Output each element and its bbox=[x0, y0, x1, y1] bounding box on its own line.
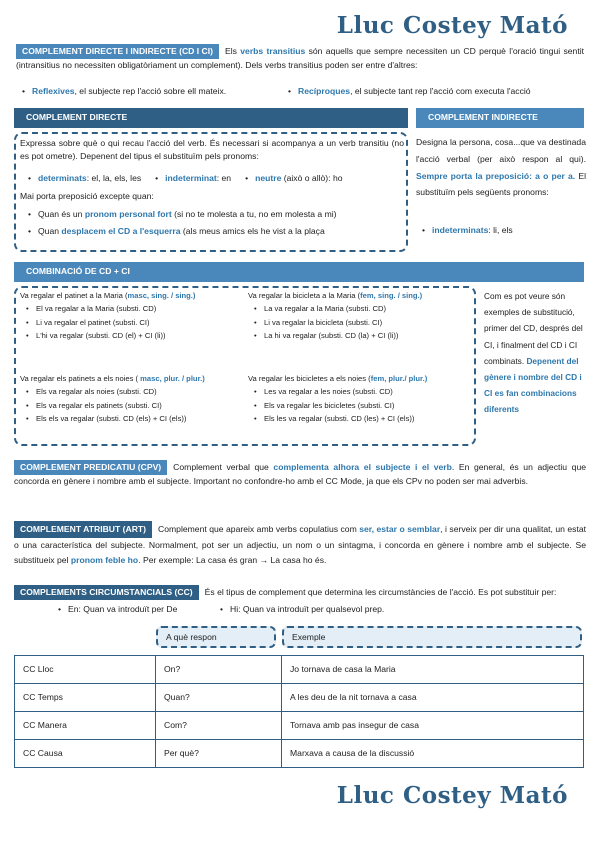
cc-table bbox=[14, 655, 584, 768]
art-tag: COMPLEMENT ATRIBUT (ART) bbox=[14, 521, 152, 538]
col-header-example: Exemple bbox=[282, 626, 582, 648]
cd-ci-intro bbox=[16, 44, 584, 73]
intro-highlight: verbs transitius bbox=[240, 46, 306, 56]
comb-group-1-title: Va regalar el patinet a la Maria (masc, sing. / sing.) bbox=[20, 291, 196, 300]
comb-item: • Li va regalar la bicicleta (substi. CI) bbox=[254, 316, 476, 329]
cc-section: COMPLEMENTS CIRCUMSTANCIALS (CC) És el tipus de complement que determina les circumstàncies de l'acció. Es pot substituir per: bbox=[14, 585, 586, 600]
cd-p1: Expressa sobre què o qui recau l'acció del verb. És necessari si acompanya a un verb transitiu (no es pot ometre). Depenent del tipus el substituïm pels pronoms: bbox=[20, 138, 404, 162]
cd-indeterminat: • indeterminat: en bbox=[155, 172, 231, 185]
table-row bbox=[15, 712, 584, 740]
cc-example-cell: Jo tornava de casa la Maria bbox=[282, 656, 584, 684]
comb-group-2-title: Va regalar la bicicleta a la Maria (fem, sing. / sing.) bbox=[248, 291, 423, 300]
cpv-section: COMPLEMENT PREDICATIU (CPV) Complement verbal que complementa alhora el subjecte i el verb. En general, és un adjectiu que concorda en gènere i nombre amb el subjecte. Important no confondre-ho amb el CC Mode, ja que els CPv no poden ser mai adverbis. bbox=[14, 462, 587, 487]
cc-tag: COMPLEMENTS CIRCUMSTANCIALS (CC) bbox=[14, 585, 199, 600]
ci-text: Designa la persona, cosa...que va destinada l'acció verbal (per això respon al qui). Sempre porta la preposició: a o per a. El substituïm pels següents pronoms: bbox=[416, 137, 587, 198]
cc-bullet-en: • En: Quan va introduït per De bbox=[58, 603, 228, 616]
comb-item: • Les va regalar a les noies (substi. CD) bbox=[254, 385, 476, 398]
table-row bbox=[15, 684, 584, 712]
comb-item: • Els els va regalar (substi. CD (els) + CI (els)) bbox=[26, 412, 250, 425]
cd-exceptions bbox=[28, 208, 406, 239]
intro-text-rest: són aquells que sempre necessiten un CD perquè l'oració tingui sentit (intransitius no necessiten obligatòriament un complement). Dels verbs transitius poden ser entre d'altres: bbox=[16, 46, 585, 71]
cc-question-cell: Per què? bbox=[156, 740, 282, 768]
table-row bbox=[15, 740, 584, 768]
cpv-tag: COMPLEMENT PREDICATIU (CPV) bbox=[14, 460, 167, 475]
author-title: Lluc Costey Mató bbox=[336, 12, 568, 39]
cd-exception-1: • Quan és un pronom personal fort (si no te molesta a tu, no em molesta a mi) bbox=[28, 208, 406, 221]
cc-example-cell: Marxava a causa de la discussió bbox=[282, 740, 584, 768]
cc-type-cell: CC Temps bbox=[15, 684, 156, 712]
cc-type-cell: CC Causa bbox=[15, 740, 156, 768]
cd-determinats: • determinats: el, la, els, les bbox=[28, 172, 141, 185]
comb-item: • El va regalar a la Maria (substi. CD) bbox=[26, 302, 250, 315]
cc-example-cell: A les deu de la nit tornava a casa bbox=[282, 684, 584, 712]
comb-side-note: Com es pot veure són exemples de substitució, primer del CD, després del CI, i finalment del CD i CI combinats. Depenent del gènere i nombre del CD i CI es fan combinacions diferents bbox=[484, 291, 583, 415]
intro-text: Els bbox=[224, 46, 241, 56]
art-section: COMPLEMENT ATRIBUT (ART) Complement que apareix amb verbs copulatius com ser, estar o semblar, i serveix per dir una qualitat, un estat o una característica del subjecte. Normalment, pot ser un adjectiu, un nom o un sintagma, i concorda en gènere i nombre amb el subjecte. Se substitueix pel pronom feble ho. Per exemple: La casa és gran → La casa ho és. bbox=[14, 521, 586, 568]
cd-neutre: • neutre (això o allò): ho bbox=[245, 172, 342, 185]
comb-group-2 bbox=[248, 289, 476, 342]
author-footer: Lluc Costey Mató bbox=[336, 782, 568, 809]
comb-item: • Li va regalar el patinet (substi. CI) bbox=[26, 316, 250, 329]
comb-banner: COMBINACIÓ DE CD + CI bbox=[14, 262, 584, 282]
comb-item: • Els va regalar als noies (substi. CD) bbox=[26, 385, 250, 398]
comb-item: • Els va regalar els patinets (substi. CI) bbox=[26, 399, 250, 412]
bullet-reciproques: • Recíproques, el subjecte tant rep l'acció com executa l'acció bbox=[288, 85, 588, 98]
comb-item: • Els va regalar les bicicletes (substi. CI) bbox=[254, 399, 476, 412]
comb-item: • La hi va regalar (substi. CD (la) + CI (li)) bbox=[254, 329, 476, 342]
cd-pronoun-list bbox=[28, 172, 408, 185]
cc-question-cell: Com? bbox=[156, 712, 282, 740]
comb-group-4-title: Va regalar les bicicletes a els noies (fem, plur./ plur.) bbox=[248, 374, 428, 383]
col-header-question: A què respon bbox=[156, 626, 276, 648]
cd-ci-tag: COMPLEMENT DIRECTE I INDIRECTE (CD I CI) bbox=[16, 44, 219, 59]
comb-item: • La va regalar a la Maria (substi. CD) bbox=[254, 302, 476, 315]
comb-group-4 bbox=[248, 372, 476, 425]
cc-question-cell: Quan? bbox=[156, 684, 282, 712]
cd-exception-2: • Quan desplacem el CD a l'esquerra (als meus amics els he vist a la plaça bbox=[28, 225, 406, 238]
ci-indeterminats: • indeterminats: li, els bbox=[422, 224, 582, 237]
cc-question-cell: On? bbox=[156, 656, 282, 684]
table-row bbox=[15, 656, 584, 684]
cc-type-cell: CC Lloc bbox=[15, 656, 156, 684]
ci-banner: COMPLEMENT INDIRECTE bbox=[416, 108, 584, 128]
cd-p2: Mai porta preposició excepte quan: bbox=[20, 191, 154, 201]
comb-item: • L'hi va regalar (substi. CD (el) + CI (li)) bbox=[26, 329, 250, 342]
cd-banner: COMPLEMENT DIRECTE bbox=[14, 108, 408, 128]
comb-item: • Els les va regalar (substi. CD (les) + CI (els)) bbox=[254, 412, 476, 425]
comb-group-1 bbox=[20, 289, 250, 342]
cc-example-cell: Tornava amb pas insegur de casa bbox=[282, 712, 584, 740]
cc-type-cell: CC Manera bbox=[15, 712, 156, 740]
cc-bullet-hi: • Hi: Quan va introduït per qualsevol prep. bbox=[220, 603, 460, 616]
comb-group-3-title: Va regalar els patinets a els noies ( masc, plur. / plur.) bbox=[20, 374, 205, 383]
comb-group-3 bbox=[20, 372, 250, 425]
bullet-reflexives: • Reflexives, el subjecte rep l'acció sobre ell mateix. bbox=[22, 85, 282, 98]
